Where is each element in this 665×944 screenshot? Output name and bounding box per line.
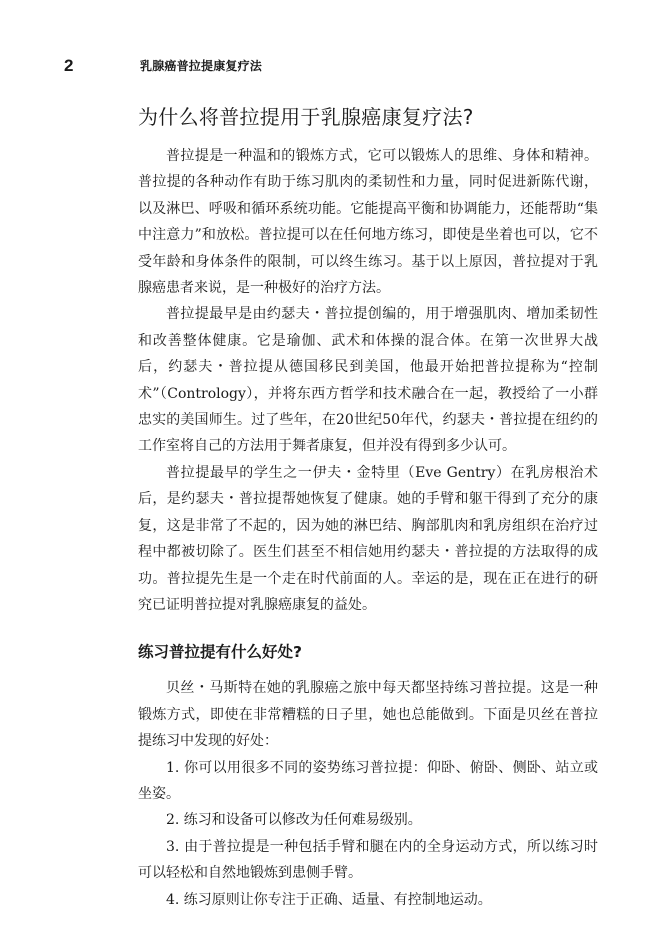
- list-item: 2. 练习和设备可以修改为任何难易级别。: [166, 812, 422, 829]
- running-title: 乳腺癌普拉提康复疗法: [140, 59, 263, 73]
- paragraph: 普拉提最早的学生之一伊夫・金特里（Eve Gentry）在乳房根治术后，是约瑟夫・普拉提帮她恢复了健康。她的手臂和躯干得到了充分的康复，这是非常了不起的，因为她的淋巴结、胸部肌肉和乳房组织在治疗过程中都被切除了。医生们甚至不相信她用约瑟夫・普拉提的方法取得的成功。普拉提先生是一个走在时代前面的人。幸运的是，现在正在进行的研究已证明普拉提对乳腺癌康复的益处。: [138, 464, 598, 613]
- paragraph: 普拉提最早是由约瑟夫・普拉提创编的，用于增强肌肉、增加柔韧性和改善整体健康。它是瑜伽、武术和体操的混合体。在第一次世界大战后，约瑟夫・普拉提从德国移民到美国，他最开始把普拉提称为“控制术”（Contrology），并将东西方哲学和技术融合在一起，教授给了一小群忠实的美国师生。过了些年，在20世纪50年代，约瑟夫・普拉提在纽约的工作室将自己的方法用于舞者康复，但并没有得到多少认可。: [138, 306, 598, 455]
- list-item: 3. 由于普拉提是一种包括手臂和腿在内的全身运动方式，所以练习时可以轻松和自然地锻炼到患侧手臂。: [138, 838, 598, 882]
- section-heading-benefits: 练习普拉提有什么好处?: [138, 643, 302, 662]
- list-item: 4. 练习原则让你专注于正确、适量、有控制地运动。: [166, 891, 492, 908]
- paragraph: 贝丝・马斯特在她的乳腺癌之旅中每天都坚持练习普拉提。这是一种锻炼方式，即使在非常糟糕的日子里，她也总能做到。下面是贝丝在普拉提练习中发现的好处：: [138, 680, 598, 750]
- page-body: [138, 102, 598, 913]
- paragraph: 普拉提是一种温和的锻炼方式，它可以锻炼人的思维、身体和精神。普拉提的各种动作有助于练习肌肉的柔韧性和力量，同时促进新陈代谢，以及淋巴、呼吸和循环系统功能。它能提高平衡和协调能力，还能帮助“集中注意力”和放松。普拉提可以在任何地方练习，即使是坐着也可以，它不受年龄和身体条件的限制，可以终生练习。基于以上原因，普拉提对于乳腺癌患者来说，是一种极好的治疗方法。: [138, 148, 598, 297]
- running-header: [64, 56, 604, 76]
- section-heading-why-pilates: 为什么将普拉提用于乳腺癌康复疗法?: [138, 105, 474, 129]
- list-item: 1. 你可以用很多不同的姿势练习普拉提：仰卧、俯卧、侧卧、站立或坐姿。: [138, 759, 598, 802]
- benefits-list: [138, 755, 598, 913]
- page-number: 2: [64, 56, 74, 75]
